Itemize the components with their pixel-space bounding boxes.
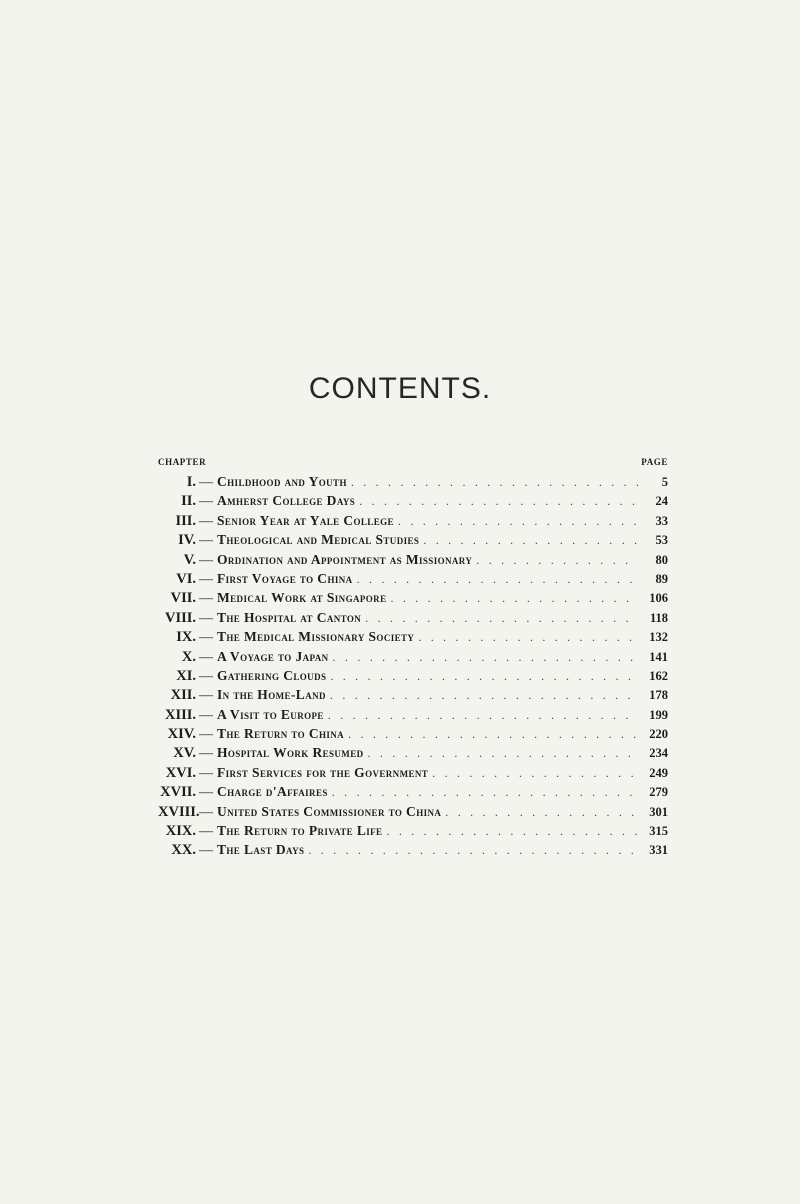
chapter-title: The Return to Private Life bbox=[217, 823, 383, 839]
chapter-page-number: 5 bbox=[661, 475, 668, 489]
chapter-entry bbox=[158, 666, 668, 685]
dot-leader bbox=[359, 492, 638, 511]
chapter-number: IV. bbox=[178, 532, 196, 549]
chapter-number: IX. bbox=[176, 629, 196, 646]
chapter-title: In the Home-Land bbox=[217, 687, 326, 703]
dot-leader bbox=[332, 783, 638, 802]
chapter-title: United States Commissioner to China bbox=[217, 803, 442, 819]
entry-dash: — bbox=[199, 824, 213, 840]
entry-dash: — bbox=[199, 475, 213, 490]
chapter-page-number: 132 bbox=[649, 630, 668, 645]
chapter-page-number: 118 bbox=[649, 610, 668, 625]
chapter-page-number: 80 bbox=[655, 552, 668, 567]
page-title: CONTENTS. bbox=[308, 372, 492, 405]
dot-leader bbox=[333, 648, 638, 667]
entry-dash: — bbox=[199, 533, 213, 549]
chapter-title: Amherst College Days bbox=[217, 493, 356, 509]
chapter-title: First Services for the Government bbox=[217, 764, 429, 780]
dot-leader bbox=[390, 589, 638, 608]
dot-leader bbox=[357, 570, 638, 589]
chapter-number: XII. bbox=[170, 687, 196, 704]
chapter-page-number: 33 bbox=[655, 513, 668, 528]
entry-dash: — bbox=[199, 746, 213, 762]
chapter-entry bbox=[158, 550, 668, 569]
entry-dash: — bbox=[199, 707, 213, 723]
chapter-entry bbox=[158, 608, 668, 627]
chapter-entry bbox=[158, 821, 668, 840]
chapter-entry bbox=[158, 472, 668, 491]
chapter-page-number: 89 bbox=[655, 571, 668, 586]
chapter-entry bbox=[158, 530, 668, 549]
chapter-title: The Hospital at Canton bbox=[217, 609, 362, 625]
chapter-entry bbox=[158, 647, 668, 666]
entry-dash: — bbox=[199, 630, 213, 646]
dot-leader bbox=[330, 667, 638, 686]
dot-leader bbox=[445, 803, 638, 822]
chapter-page-number: 24 bbox=[655, 494, 668, 509]
chapter-entry bbox=[158, 491, 668, 510]
chapter-page-number: 234 bbox=[649, 746, 668, 761]
chapter-title: Senior Year at Yale College bbox=[217, 512, 394, 528]
dot-leader bbox=[476, 551, 638, 570]
dot-leader bbox=[418, 628, 638, 647]
chapter-entry bbox=[158, 802, 668, 821]
chapter-page-number: 106 bbox=[649, 591, 668, 606]
entry-dash: — bbox=[199, 552, 213, 568]
chapter-title: The Medical Missionary Society bbox=[217, 629, 415, 645]
chapter-number: XVII. bbox=[160, 784, 196, 801]
chapter-entry bbox=[158, 763, 668, 782]
chapter-list bbox=[158, 472, 668, 860]
chapter-number: VII. bbox=[170, 590, 196, 607]
entry-dash: — bbox=[199, 494, 213, 510]
chapter-page-number: 279 bbox=[649, 785, 668, 800]
chapter-entry bbox=[158, 705, 668, 724]
chapter-title: Childhood and Youth bbox=[217, 474, 347, 489]
chapter-title: Theological and Medical Studies bbox=[217, 532, 420, 548]
chapter-number: V. bbox=[183, 551, 196, 568]
entry-dash: — bbox=[199, 843, 213, 859]
table-of-contents bbox=[158, 456, 668, 860]
column-headers bbox=[158, 456, 668, 468]
chapter-number: XX. bbox=[171, 842, 196, 859]
chapter-number: XV. bbox=[173, 745, 196, 762]
dot-leader bbox=[398, 512, 638, 531]
chapter-page-number: 249 bbox=[649, 765, 668, 780]
chapter-entry bbox=[158, 627, 668, 646]
dot-leader bbox=[432, 764, 638, 783]
chapter-title: Gathering Clouds bbox=[217, 667, 327, 683]
chapter-entry bbox=[158, 782, 668, 801]
chapter-title: A Voyage to Japan bbox=[217, 648, 329, 664]
chapter-title: First Voyage to China bbox=[217, 570, 353, 586]
chapter-page-number: 162 bbox=[649, 668, 668, 683]
dot-leader bbox=[328, 706, 638, 725]
chapter-page-number: 178 bbox=[649, 688, 668, 703]
chapter-page-number: 220 bbox=[649, 727, 668, 742]
entry-dash: — bbox=[199, 765, 213, 781]
chapter-number: III. bbox=[175, 512, 196, 529]
entry-dash: — bbox=[199, 513, 213, 529]
chapter-number: XVI. bbox=[165, 764, 196, 781]
chapter-number: VI. bbox=[176, 570, 196, 587]
chapter-title: Hospital Work Resumed bbox=[217, 745, 364, 761]
entry-dash: — bbox=[199, 668, 213, 684]
chapter-number: XIII. bbox=[164, 706, 196, 723]
chapter-number: XI. bbox=[176, 667, 196, 684]
dot-leader bbox=[365, 609, 638, 628]
chapter-title: Charge d'Affaires bbox=[217, 784, 328, 800]
chapter-number: XIV. bbox=[167, 726, 196, 743]
dot-leader bbox=[351, 473, 638, 492]
chapter-number: VIII. bbox=[164, 609, 196, 626]
chapter-entry bbox=[158, 511, 668, 530]
chapter-entry bbox=[158, 588, 668, 607]
entry-dash: — bbox=[199, 727, 213, 743]
chapter-page-number: 53 bbox=[655, 533, 668, 548]
entry-dash: — bbox=[199, 649, 213, 665]
chapter-page-number: 199 bbox=[649, 707, 668, 722]
entry-dash: — bbox=[199, 785, 213, 801]
chapter-number: II. bbox=[181, 493, 196, 510]
chapter-title: The Return to China bbox=[217, 726, 345, 742]
chapter-entry bbox=[158, 685, 668, 704]
chapter-number: X. bbox=[181, 648, 196, 665]
chapter-number: XVIII. bbox=[158, 803, 200, 820]
dot-leader bbox=[423, 531, 638, 550]
entry-dash: — bbox=[199, 804, 213, 820]
chapter-title: The Last Days bbox=[217, 842, 305, 858]
page-column-header: PAGE bbox=[641, 457, 668, 467]
chapter-entry bbox=[158, 743, 668, 762]
chapter-page-number: 141 bbox=[649, 649, 668, 664]
chapter-column-header: CHAPTER bbox=[158, 457, 207, 467]
dot-leader bbox=[330, 686, 638, 705]
chapter-title: Medical Work at Singapore bbox=[217, 590, 387, 606]
entry-dash: — bbox=[199, 571, 213, 587]
dot-leader bbox=[308, 841, 638, 860]
chapter-number: XIX. bbox=[165, 823, 196, 840]
chapter-entry bbox=[158, 569, 668, 588]
chapter-page-number: 331 bbox=[649, 843, 668, 858]
dot-leader bbox=[348, 725, 638, 744]
entry-dash: — bbox=[199, 610, 213, 626]
chapter-title: Ordination and Appointment as Missionary bbox=[217, 551, 473, 567]
chapter-title: A Visit to Europe bbox=[217, 706, 324, 722]
dot-leader bbox=[386, 822, 638, 841]
chapter-entry bbox=[158, 840, 668, 859]
chapter-number: I. bbox=[186, 474, 196, 490]
dot-leader bbox=[368, 744, 638, 763]
chapter-entry bbox=[158, 724, 668, 743]
chapter-page-number: 301 bbox=[649, 804, 668, 819]
chapter-page-number: 315 bbox=[649, 824, 668, 839]
entry-dash: — bbox=[199, 688, 213, 704]
entry-dash: — bbox=[199, 591, 213, 607]
